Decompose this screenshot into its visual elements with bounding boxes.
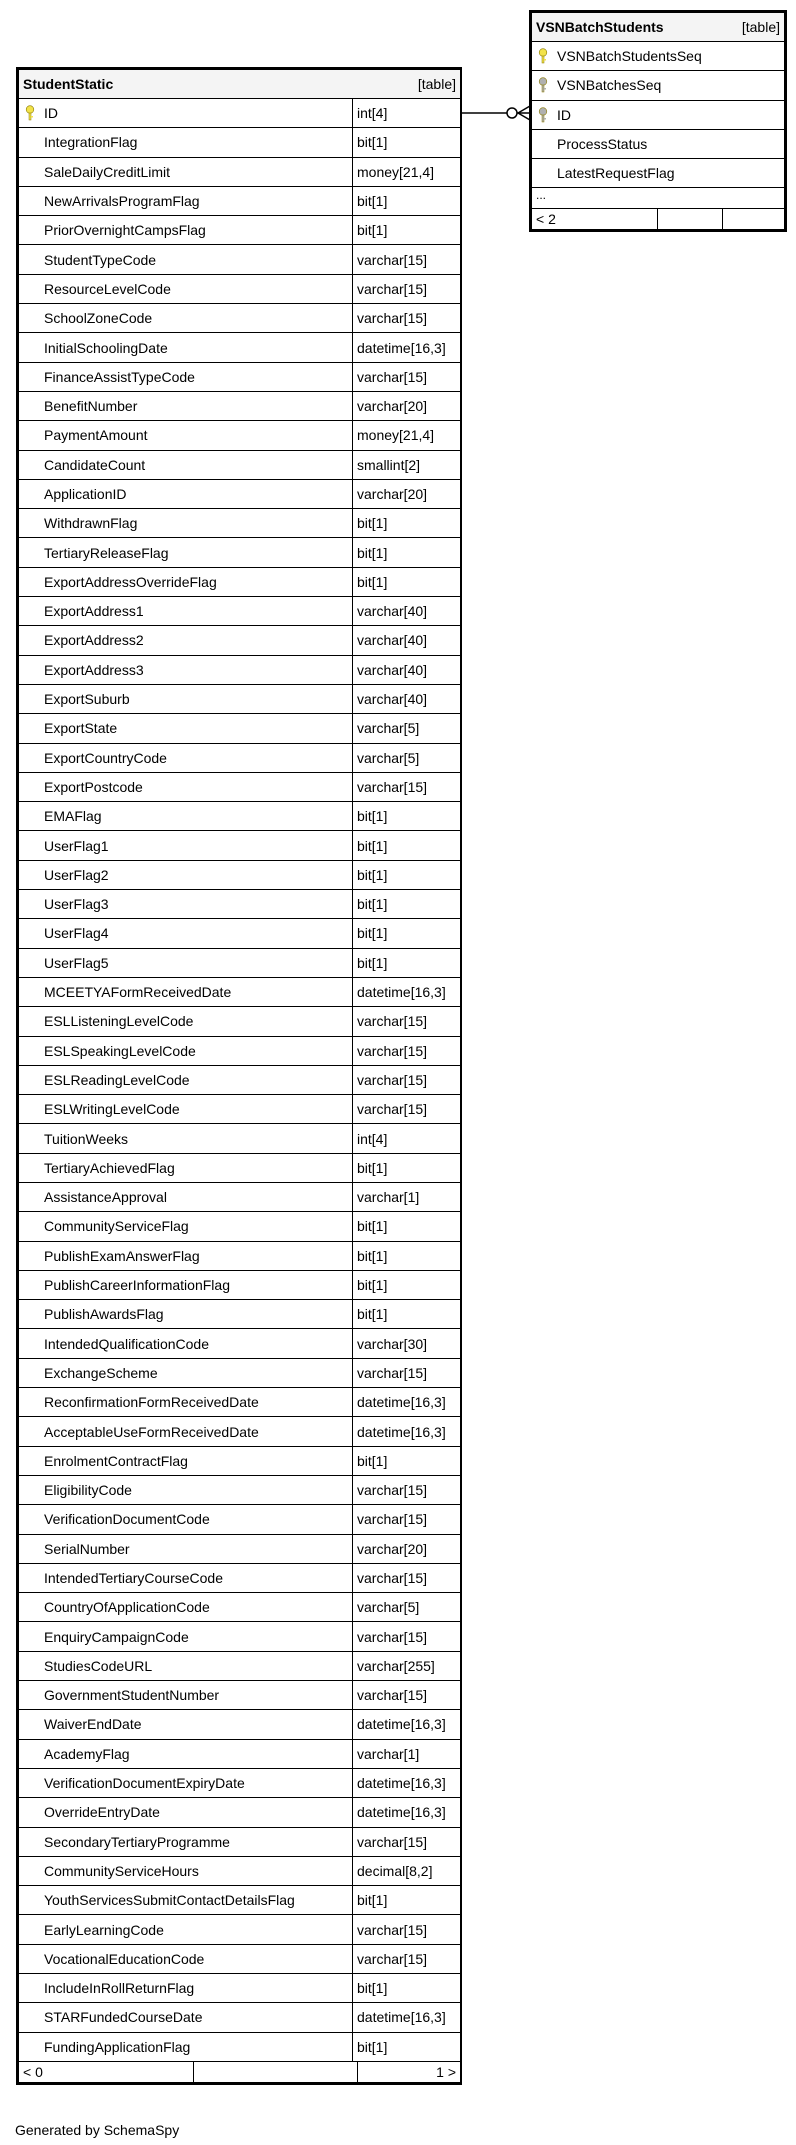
- column-type: bit[1]: [353, 831, 461, 860]
- column-name-text: MCEETYAFormReceivedDate: [44, 984, 232, 1001]
- footer-right[interactable]: 1 >: [436, 2063, 456, 2080]
- column-type: int[4]: [353, 99, 461, 128]
- column-type: datetime[16,3]: [353, 2003, 461, 2032]
- column-name-text: UserFlag2: [44, 866, 109, 883]
- column-name-text: TertiaryAchievedFlag: [44, 1159, 175, 1176]
- column-name-text: ProcessStatus: [557, 136, 648, 153]
- column-type: varchar[15]: [353, 1036, 461, 1065]
- column-name-text: UserFlag1: [44, 837, 109, 854]
- column-type: varchar[20]: [353, 479, 461, 508]
- column-name-text: ApplicationID: [44, 486, 127, 502]
- column-type: varchar[255]: [353, 1651, 461, 1680]
- column-name-text: SecondaryTertiaryProgramme: [44, 1833, 230, 1850]
- column-name-text: WaiverEndDate: [44, 1716, 142, 1733]
- column-name-text: ExportSuburb: [44, 691, 130, 708]
- column-name-text: ExportAddress1: [44, 603, 144, 620]
- column-type: bit[1]: [353, 948, 461, 977]
- column-type: bit[1]: [353, 1241, 461, 1270]
- column-type: bit[1]: [353, 1974, 461, 2003]
- column-name-text: ExportAddressOverrideFlag: [44, 573, 217, 590]
- column-type: varchar[15]: [353, 1007, 461, 1036]
- column-name-text: BenefitNumber: [44, 398, 138, 415]
- column-type: varchar[5]: [353, 714, 461, 743]
- column-name-text: ESLSpeakingLevelCode: [44, 1042, 196, 1059]
- column-name-text: TertiaryReleaseFlag: [44, 544, 169, 561]
- column-type: datetime[16,3]: [353, 1710, 461, 1739]
- column-type: varchar[15]: [353, 772, 461, 801]
- column-type: varchar[15]: [353, 1358, 461, 1387]
- column-name-text: STARFundedCourseDate: [44, 2009, 203, 2026]
- column-name-text: AcceptableUseFormReceivedDate: [44, 1423, 259, 1440]
- column-name-text: VSNBatchStudentsSeq: [557, 48, 702, 65]
- column-name-text: WithdrawnFlag: [44, 515, 138, 532]
- column-type: varchar[20]: [353, 1534, 461, 1563]
- column-name-text: ExportAddress3: [44, 661, 144, 678]
- column-name-text: CandidateCount: [44, 456, 146, 473]
- column-type: varchar[30]: [353, 1329, 461, 1358]
- column-type: bit[1]: [353, 1300, 461, 1329]
- column-type: varchar[15]: [353, 1065, 461, 1094]
- column-name-text: PriorOvernightCampsFlag: [44, 222, 206, 239]
- column-type: varchar[15]: [353, 1681, 461, 1710]
- column-type: bit[1]: [353, 1212, 461, 1241]
- column-name-text: UserFlag3: [44, 896, 109, 913]
- column-type: varchar[15]: [353, 274, 461, 303]
- column-name-text: PaymentAmount: [44, 427, 148, 444]
- column-type: varchar[20]: [353, 391, 461, 420]
- column-name-text: VerificationDocumentExpiryDate: [44, 1775, 245, 1792]
- column-type: varchar[15]: [353, 1915, 461, 1944]
- column-type: bit[1]: [353, 919, 461, 948]
- column-name-text: EligibilityCode: [44, 1482, 132, 1499]
- column-name-text: ESLReadingLevelCode: [44, 1071, 190, 1088]
- column-name-text: UserFlag4: [44, 925, 109, 942]
- vsn-ellipsis: ...: [532, 188, 785, 209]
- column-type: datetime[16,3]: [353, 1388, 461, 1417]
- relationship-crowfoot-bottom: [518, 113, 530, 120]
- column-name-text: NewArrivalsProgramFlag: [44, 193, 200, 210]
- column-name-text: ExchangeScheme: [44, 1364, 158, 1381]
- column-name-text: EMAFlag: [44, 808, 102, 825]
- column-type: bit[1]: [353, 509, 461, 538]
- column-type: bit[1]: [353, 1446, 461, 1475]
- column-type: bit[1]: [353, 802, 461, 831]
- column-name-text: EnquiryCampaignCode: [44, 1628, 189, 1645]
- column-type: varchar[5]: [353, 1593, 461, 1622]
- column-name-text: SaleDailyCreditLimit: [44, 163, 171, 180]
- column-type: varchar[15]: [353, 1095, 461, 1124]
- relationship-crowfoot-top: [518, 106, 530, 113]
- column-type: bit[1]: [353, 128, 461, 157]
- column-name-text: OverrideEntryDate: [44, 1804, 160, 1821]
- column-type: bit[1]: [353, 1270, 461, 1299]
- column-type: varchar[1]: [353, 1739, 461, 1768]
- column-type: bit[1]: [353, 538, 461, 567]
- column-name-text: YouthServicesSubmitContactDetailsFlag: [44, 1892, 295, 1909]
- column-type: varchar[15]: [353, 1475, 461, 1504]
- column-type: bit[1]: [353, 1153, 461, 1182]
- column-type: varchar[40]: [353, 655, 461, 684]
- column-name-text: CommunityServiceFlag: [44, 1218, 189, 1235]
- footer-left[interactable]: < 0: [19, 2062, 194, 2082]
- column-type: bit[1]: [353, 890, 461, 919]
- generated-by-footer: Generated by SchemaSpy: [15, 2122, 180, 2138]
- column-name-text: SchoolZoneCode: [44, 310, 153, 327]
- column-type: datetime[16,3]: [353, 977, 461, 1006]
- column-name-text: VSNBatchesSeq: [557, 77, 662, 94]
- student-static-title[interactable]: StudentStatic: [23, 76, 114, 92]
- column-type: varchar[15]: [353, 362, 461, 391]
- column-type: smallint[2]: [353, 450, 461, 479]
- column-type: bit[1]: [353, 216, 461, 245]
- column-type: varchar[15]: [353, 1505, 461, 1534]
- column-name-text: CommunityServiceHours: [44, 1862, 199, 1879]
- column-type: datetime[16,3]: [353, 1417, 461, 1446]
- column-name-text: PublishCareerInformationFlag: [44, 1277, 230, 1294]
- column-type: varchar[15]: [353, 304, 461, 333]
- vsn-batch-students-title[interactable]: VSNBatchStudents: [536, 19, 664, 35]
- column-type: varchar[15]: [353, 1944, 461, 1973]
- column-type: bit[1]: [353, 1886, 461, 1915]
- column-name-text: ExportPostcode: [44, 778, 143, 795]
- column-name-text: FinanceAssistTypeCode: [44, 368, 195, 385]
- column-type: varchar[40]: [353, 597, 461, 626]
- column-name-text: IntendedTertiaryCourseCode: [44, 1569, 223, 1586]
- student-static-kind: [table]: [417, 76, 456, 92]
- column-name-text: StudentTypeCode: [44, 251, 157, 268]
- column-name-text: ResourceLevelCode: [44, 280, 171, 297]
- column-type: varchar[15]: [353, 1563, 461, 1592]
- column-name-text: IntegrationFlag: [44, 134, 138, 151]
- column-type: varchar[1]: [353, 1182, 461, 1211]
- vsn-footer-left[interactable]: < 2: [532, 209, 658, 229]
- column-type: datetime[16,3]: [353, 1798, 461, 1827]
- column-type: varchar[15]: [353, 1827, 461, 1856]
- column-name-text: ExportCountryCode: [44, 749, 167, 766]
- column-name-text: SerialNumber: [44, 1540, 130, 1557]
- column-name-text: AcademyFlag: [44, 1745, 130, 1762]
- column-type: varchar[40]: [353, 626, 461, 655]
- column-name-text: ExportAddress2: [44, 632, 144, 649]
- column-name-text: EnrolmentContractFlag: [44, 1452, 188, 1469]
- column-name-text: VerificationDocumentCode: [44, 1511, 210, 1528]
- column-name-text: ESLWritingLevelCode: [44, 1101, 180, 1118]
- column-type: varchar[5]: [353, 743, 461, 772]
- column-type: int[4]: [353, 1124, 461, 1153]
- column-type: money[21,4]: [353, 157, 461, 186]
- column-name-text: ID: [557, 106, 571, 123]
- column-name-text: VocationalEducationCode: [44, 1950, 205, 1967]
- column-name-text: CountryOfApplicationCode: [44, 1599, 210, 1616]
- column-type: bit[1]: [353, 186, 461, 215]
- column-name-text: IntendedQualificationCode: [44, 1335, 210, 1352]
- column-type: bit[1]: [353, 2032, 461, 2061]
- column-type: datetime[16,3]: [353, 333, 461, 362]
- column-name-text: AssistanceApproval: [44, 1189, 167, 1206]
- column-type: varchar[15]: [353, 245, 461, 274]
- column-name-text: ReconfirmationFormReceivedDate: [44, 1394, 259, 1411]
- column-type: varchar[15]: [353, 1622, 461, 1651]
- column-name-text: LatestRequestFlag: [557, 165, 675, 182]
- column-name-text: IncludeInRollReturnFlag: [44, 1980, 195, 1997]
- column-name-text: GovernmentStudentNumber: [44, 1687, 220, 1704]
- column-type: bit[1]: [353, 567, 461, 596]
- column-type: money[21,4]: [353, 421, 461, 450]
- column-name-text: InitialSchoolingDate: [44, 339, 168, 356]
- vsn-batch-students-kind: [table]: [741, 19, 780, 35]
- column-type: decimal[8,2]: [353, 1856, 461, 1885]
- column-name-text: StudiesCodeURL: [44, 1657, 153, 1674]
- column-name-text: ExportState: [44, 720, 118, 737]
- column-name-text: ID: [44, 105, 58, 122]
- column-type: varchar[40]: [353, 684, 461, 713]
- column-name-text: ESLListeningLevelCode: [44, 1013, 194, 1030]
- column-type: datetime[16,3]: [353, 1768, 461, 1797]
- column-name-text: FundingApplicationFlag: [44, 2038, 191, 2055]
- column-name-text: PublishAwardsFlag: [44, 1306, 164, 1323]
- relationship-optional-marker: [507, 108, 517, 118]
- column-name-text: TuitionWeeks: [44, 1130, 129, 1147]
- column-name-text: PublishExamAnswerFlag: [44, 1247, 200, 1264]
- column-name-text: EarlyLearningCode: [44, 1921, 164, 1938]
- column-name-text: UserFlag5: [44, 954, 109, 971]
- column-type: bit[1]: [353, 860, 461, 889]
